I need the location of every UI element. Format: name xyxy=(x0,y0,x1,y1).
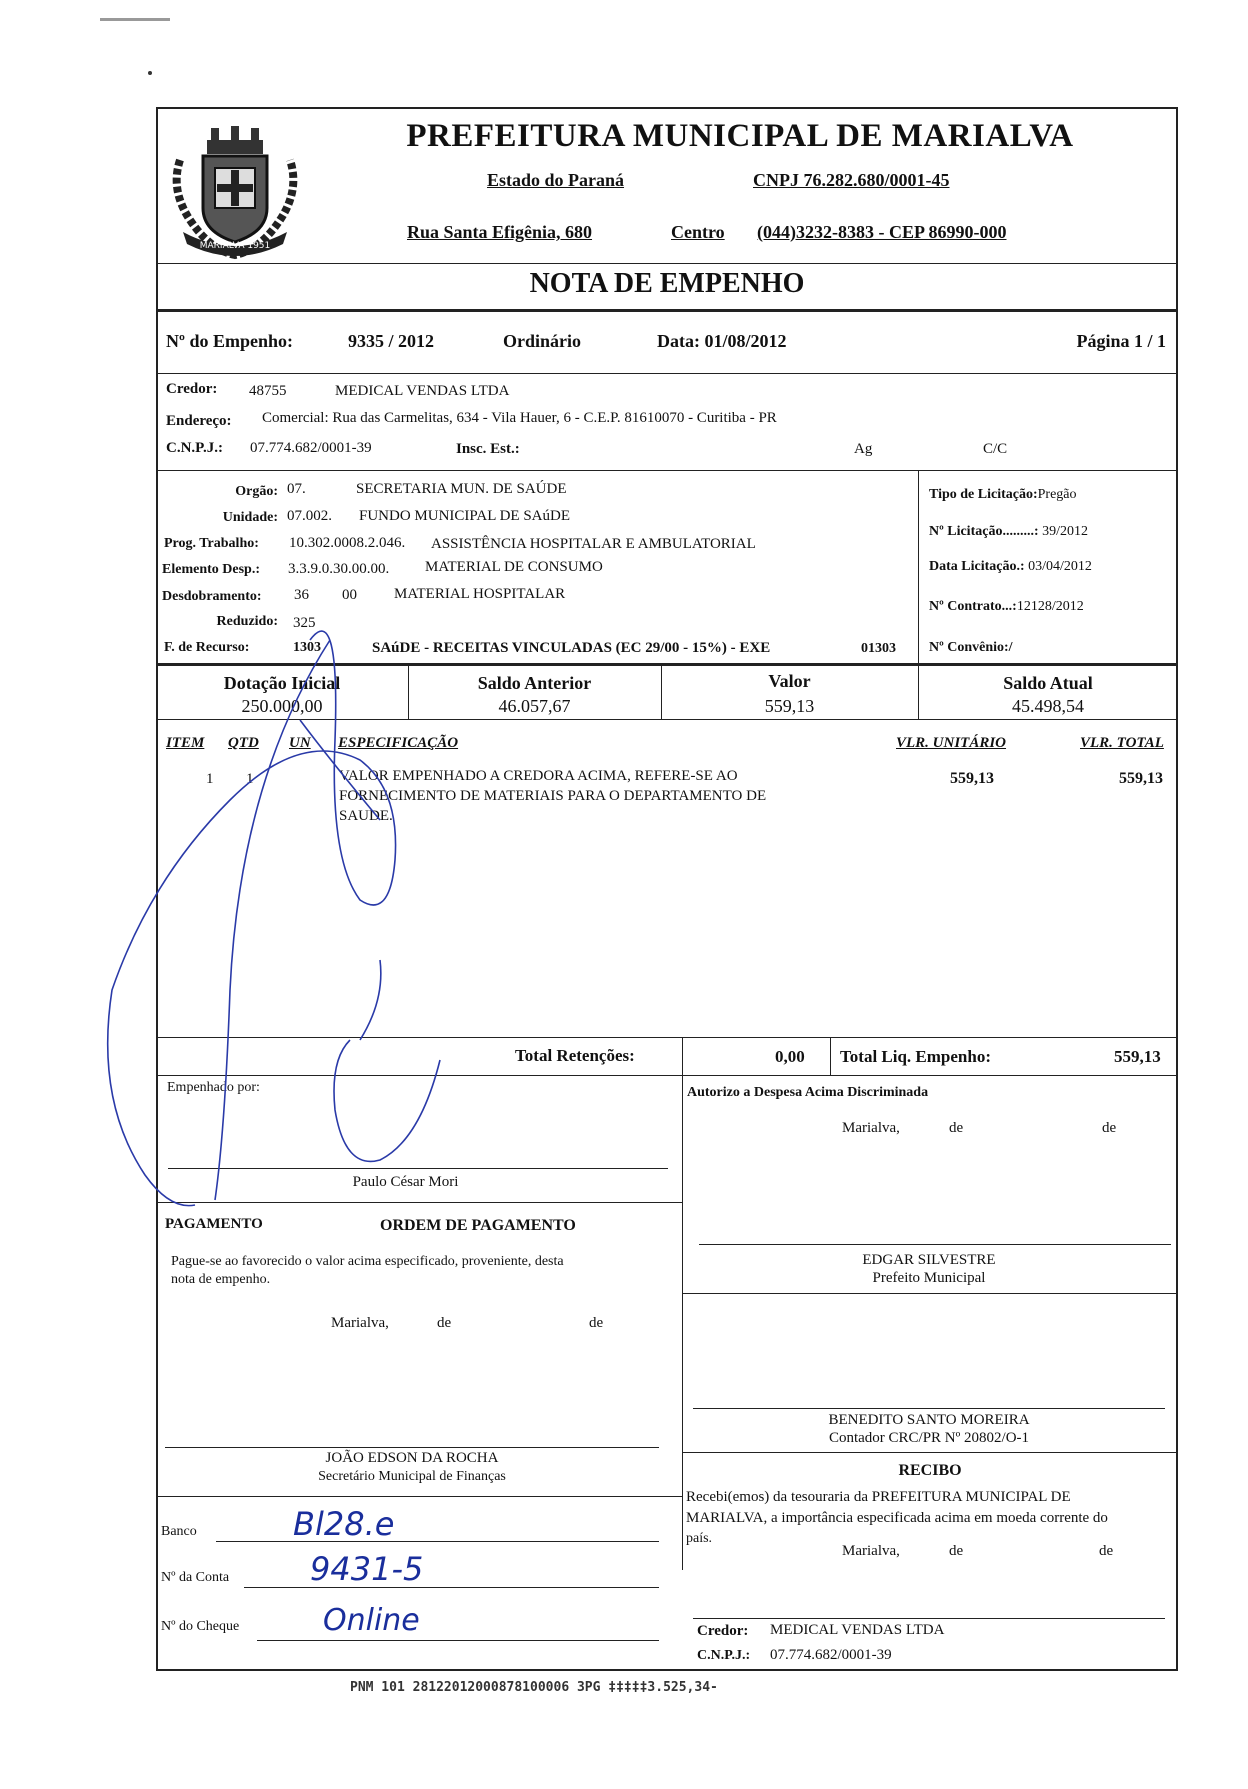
pagamento-label: PAGAMENTO xyxy=(165,1216,263,1232)
unidade-label: Unidade: xyxy=(222,510,278,525)
page-indicator: Página 1 / 1 xyxy=(1076,331,1166,351)
recibo-label: RECIBO xyxy=(898,1462,962,1479)
signature-line xyxy=(165,1447,659,1448)
retencoes-label: Total Retenções: xyxy=(515,1046,635,1065)
numero-licitacao-value: 39/2012 xyxy=(1042,524,1088,539)
divider xyxy=(156,1075,1178,1076)
saldo-anterior-value: 46.057,67 xyxy=(498,696,571,716)
empenho-date: Data: 01/08/2012 xyxy=(657,331,787,351)
scan-speck xyxy=(148,71,152,75)
contador-signer-role: Contador CRC/PR Nº 20802/O-1 xyxy=(828,1430,1030,1446)
insc-est-label: Insc. Est.: xyxy=(456,441,520,457)
signature-line xyxy=(693,1408,1165,1409)
prog-name: ASSISTÊNCIA HOSPITALAR E AMBULATORIAL xyxy=(431,536,756,552)
divider xyxy=(156,373,1178,374)
empenho-number-label: Nº do Empenho: xyxy=(166,331,293,351)
data-licitacao xyxy=(929,559,1092,575)
data-licitacao-value: 03/04/2012 xyxy=(1028,559,1092,574)
address-street: Rua Santa Efigênia, 680 xyxy=(407,222,593,242)
divider xyxy=(156,1037,1178,1038)
convenio-label: Nº Convênio:/ xyxy=(929,640,1013,655)
divider xyxy=(156,263,1178,264)
tipo-licitacao-value: Pregão xyxy=(1037,487,1077,502)
autorizo-label: Autorizo a Despesa Acima Discriminada xyxy=(687,1085,929,1100)
address-label: Endereço: xyxy=(166,413,232,429)
orgao-code: 07. xyxy=(287,481,306,497)
cheque-line xyxy=(257,1640,659,1641)
pagamento-signer: JOÃO EDSON DA ROCHA xyxy=(325,1450,499,1466)
pagamento-text-line: nota de empenho. xyxy=(171,1272,271,1287)
saldo-atual-label: Saldo Atual xyxy=(1003,673,1093,693)
banco-value: Bl28.e xyxy=(293,1505,395,1543)
recibo-text-line: país. xyxy=(686,1531,713,1546)
svg-text:MARIALVA 1951: MARIALVA 1951 xyxy=(199,241,271,251)
col-header-especificacao: ESPECIFICAÇÃO xyxy=(338,735,459,751)
numero-contrato-value: 12128/2012 xyxy=(1016,599,1084,614)
cnpj-header: CNPJ 76.282.680/0001-45 xyxy=(753,170,950,190)
account-label: C/C xyxy=(983,441,1008,457)
signature-line xyxy=(693,1618,1165,1619)
autorizo-place: Marialva, xyxy=(842,1120,900,1136)
scan-mark xyxy=(100,18,170,21)
recibo-cnpj-value: 07.774.682/0001-39 xyxy=(770,1647,892,1663)
divider xyxy=(682,1293,1178,1294)
orgao-label: Orgão: xyxy=(235,484,278,499)
ordem-pagamento-label: ORDEM DE PAGAMENTO xyxy=(380,1217,576,1234)
cheque-label: Nº do Cheque xyxy=(161,1619,240,1634)
coat-of-arms-icon xyxy=(165,120,305,265)
signature-line xyxy=(168,1168,668,1169)
autorizo-signer-role: Prefeito Municipal xyxy=(872,1270,986,1286)
divider xyxy=(156,663,1178,666)
empenhado-signer: Paulo César Mori xyxy=(352,1174,459,1190)
col-header-vlr-total: VLR. TOTAL xyxy=(1080,735,1164,751)
elemento-name: MATERIAL DE CONSUMO xyxy=(425,559,603,575)
pagamento-de1: de xyxy=(437,1315,452,1331)
saldo-atual-value: 45.498,54 xyxy=(1012,696,1084,716)
recibo-de1: de xyxy=(949,1543,964,1559)
desdobramento-sub: 00 xyxy=(342,587,357,603)
pagamento-de2: de xyxy=(589,1315,604,1331)
divider xyxy=(156,1202,682,1203)
recibo-credor-label: Credor: xyxy=(697,1623,749,1639)
institution-title: PREFEITURA MUNICIPAL DE MARIALVA xyxy=(406,118,1074,154)
item-spec-line: FORNECIMENTO DE MATERIAIS PARA O DEPARTAMENTO DE xyxy=(339,788,767,804)
liq-empenho-label: Total Liq. Empenho: xyxy=(840,1047,991,1066)
autorizo-signer: EDGAR SILVESTRE xyxy=(862,1252,996,1268)
col-header-qtd: QTD xyxy=(228,735,259,751)
divider xyxy=(156,719,1178,720)
banco-label: Banco xyxy=(161,1524,197,1539)
divider xyxy=(156,309,1178,312)
signature-line xyxy=(699,1244,1171,1245)
recurso-number: 01303 xyxy=(861,641,896,656)
document-title: NOTA DE EMPENHO xyxy=(529,268,805,299)
footer-code: PNM 101 28122012000878100006 3PG ‡‡‡‡‡3.525,34- xyxy=(350,1680,718,1695)
tipo-licitacao-label: Tipo de Licitação: xyxy=(929,487,1038,502)
cheque-value: Online xyxy=(323,1603,420,1638)
credor-cnpj: 07.774.682/0001-39 xyxy=(250,440,372,456)
item-spec-line: SAUDE. xyxy=(339,808,393,824)
valor-label: Valor xyxy=(768,671,811,691)
divider xyxy=(156,1496,682,1497)
reduzido-value: 325 xyxy=(293,615,316,631)
divider xyxy=(830,1037,831,1075)
elemento-label: Elemento Desp.: xyxy=(162,562,260,577)
numero-licitacao-label: Nº Licitação.........: xyxy=(929,524,1039,539)
conta-line xyxy=(244,1587,659,1588)
orgao-name: SECRETARIA MUN. DE SAÚDE xyxy=(356,481,567,497)
recurso-name: SAúDE - RECEITAS VINCULADAS (EC 29/00 - 15%) - EXE xyxy=(372,640,771,656)
empenho-type: Ordinário xyxy=(503,331,582,351)
credor-code: 48755 xyxy=(249,383,287,399)
desdobramento-label: Desdobramento: xyxy=(162,589,262,604)
credor-address: Comercial: Rua das Carmelitas, 634 - Vila Hauer, 6 - C.E.P. 81610070 - Curitiba - PR xyxy=(262,410,777,426)
item-unit-value: 559,13 xyxy=(950,770,994,787)
divider xyxy=(682,1452,1178,1453)
dotacao-value: 250.000,00 xyxy=(241,696,323,716)
recibo-place: Marialva, xyxy=(842,1543,900,1559)
col-header-item: ITEM xyxy=(166,735,205,751)
divider xyxy=(682,1075,683,1570)
recibo-text-line: Recebi(emos) da tesouraria da PREFEITURA MUNICIPAL DE xyxy=(686,1489,1071,1505)
pagamento-signer-role: Secretário Municipal de Finanças xyxy=(318,1469,506,1484)
conta-value: 9431-5 xyxy=(310,1550,424,1588)
dotacao-label: Dotação Inicial xyxy=(223,673,341,693)
numero-licitacao xyxy=(929,524,1088,540)
recibo-de2: de xyxy=(1099,1543,1114,1559)
recurso-code: 1303 xyxy=(293,640,321,655)
prog-code: 10.302.0008.2.046. xyxy=(289,535,406,551)
col-header-vlr-unitario: VLR. UNITÁRIO xyxy=(896,735,1007,751)
recurso-label: F. de Recurso: xyxy=(164,640,250,655)
valor-value: 559,13 xyxy=(764,696,815,716)
divider xyxy=(918,470,919,663)
credor-name: MEDICAL VENDAS LTDA xyxy=(335,383,510,399)
conta-label: Nº da Conta xyxy=(161,1570,230,1585)
liq-empenho-value: 559,13 xyxy=(1114,1047,1161,1066)
saldo-anterior-label: Saldo Anterior xyxy=(477,673,592,693)
address-phone-cep: (044)3232-8383 - CEP 86990-000 xyxy=(757,222,1007,242)
data-licitacao-label: Data Licitação.: xyxy=(929,559,1025,574)
desdobramento-name: MATERIAL HOSPITALAR xyxy=(394,586,566,602)
col-header-un: UN xyxy=(289,735,311,751)
recibo-cnpj-label: C.N.P.J.: xyxy=(697,1648,751,1663)
item-qtd: 1 xyxy=(246,771,254,787)
item-spec-line: VALOR EMPENHADO A CREDORA ACIMA, REFERE-SE AO xyxy=(339,768,738,784)
autorizo-de1: de xyxy=(949,1120,964,1136)
contador-signer: BENEDITO SANTO MOREIRA xyxy=(828,1412,1030,1428)
recibo-credor-name: MEDICAL VENDAS LTDA xyxy=(770,1622,945,1638)
item-number: 1 xyxy=(206,771,214,787)
agency-label: Ag xyxy=(854,441,873,457)
credor-cnpj-label: C.N.P.J.: xyxy=(166,440,223,456)
elemento-code: 3.3.9.0.30.00.00. xyxy=(288,561,390,577)
numero-contrato xyxy=(929,599,1084,615)
desdobramento-code: 36 xyxy=(294,587,309,603)
reduzido-label: Reduzido: xyxy=(216,614,278,629)
state-name: Estado do Paraná xyxy=(487,170,625,190)
tipo-licitacao xyxy=(929,487,1077,503)
banco-line xyxy=(216,1541,659,1542)
numero-contrato-label: Nº Contrato...: xyxy=(929,599,1017,614)
autorizo-de2: de xyxy=(1102,1120,1117,1136)
item-total-value: 559,13 xyxy=(1119,770,1163,787)
credor-label: Credor: xyxy=(166,381,218,397)
empenho-number: 9335 / 2012 xyxy=(348,331,435,351)
unidade-code: 07.002. xyxy=(287,508,332,524)
retencoes-value: 0,00 xyxy=(775,1047,805,1066)
divider xyxy=(156,470,1178,471)
recibo-text-line: MARIALVA, a importância especificada acima em moeda corrente do xyxy=(686,1510,1108,1526)
prog-label: Prog. Trabalho: xyxy=(164,536,259,551)
pagamento-text-line: Pague-se ao favorecido o valor acima especificado, proveniente, desta xyxy=(171,1254,564,1269)
address-district: Centro xyxy=(671,222,725,242)
empenhado-label: Empenhado por: xyxy=(167,1080,260,1095)
unidade-name: FUNDO MUNICIPAL DE SAúDE xyxy=(359,508,570,524)
divider xyxy=(682,1037,683,1075)
pagamento-place: Marialva, xyxy=(331,1315,389,1331)
